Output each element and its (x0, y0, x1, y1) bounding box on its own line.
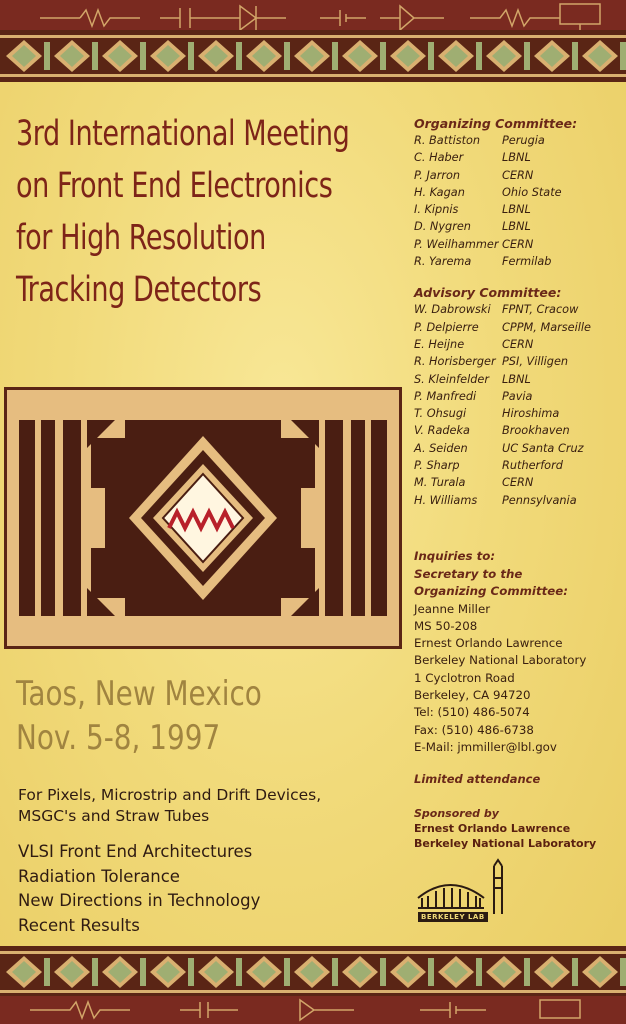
committee-member-row (414, 388, 624, 405)
member-name: R. Battiston (414, 134, 481, 147)
top-circuit-border (0, 0, 626, 30)
member-institution: FPNT, Cracow (502, 303, 579, 317)
member-name: C. Haber (414, 151, 464, 165)
member-institution: LBNL (502, 220, 531, 234)
contact-org: Berkeley National Laboratory (414, 653, 587, 668)
sponsor-block (414, 806, 596, 851)
frieze-bar (284, 958, 290, 986)
committee-member-row (414, 201, 624, 218)
member-institution: CPPM, Marseille (502, 320, 591, 334)
committee-member-row (414, 353, 624, 370)
member-name: T. Ohsugi (414, 407, 467, 421)
contact-city: Berkeley, CA 94720 (414, 687, 531, 702)
member-institution: Ohio State (502, 185, 562, 199)
limited-attendance: Limited attendance (414, 772, 541, 786)
frieze-bar (380, 958, 386, 986)
frieze-bar (380, 42, 386, 70)
member-institution: CERN (502, 337, 534, 351)
contact-name: Jeanne Miller (414, 601, 491, 616)
venue-dates: Nov. 5-8, 1997 (16, 718, 221, 758)
frieze-bar (92, 42, 98, 70)
member-institution: CERN (502, 168, 534, 182)
advisory-committee (414, 285, 624, 509)
frieze-bar (476, 958, 482, 986)
member-name: E. Heijne (414, 337, 465, 351)
topic-item: Recent Results (18, 915, 140, 935)
circuit-symbols-decoration (0, 0, 626, 30)
top-geometric-frieze (0, 30, 626, 82)
committee-member-row (414, 301, 624, 318)
sponsor-name: Ernest Orlando Lawrence (414, 822, 571, 835)
inquiries-heading: Organizing Committee: (414, 584, 568, 598)
member-institution: LBNL (502, 151, 531, 165)
member-institution: Perugia (502, 134, 545, 147)
committee-member-row (414, 422, 624, 439)
member-name: D. Nygren (414, 220, 471, 234)
member-institution: LBNL (502, 203, 531, 217)
emblem-artwork (15, 398, 391, 638)
frieze-bar (44, 42, 50, 70)
frieze-bar (332, 958, 338, 986)
committee-member-row (414, 132, 624, 149)
committee-member-row (414, 492, 624, 509)
advisory-heading: Advisory Committee: (414, 285, 562, 301)
contact-address: 1 Cyclotron Road (414, 670, 515, 685)
member-name: P. Weilhammer (414, 237, 499, 251)
title-line-2: on Front End Electronics (16, 166, 333, 206)
committee-member-row (414, 474, 624, 491)
topic-line: For Pixels, Microstrip and Drift Devices, (18, 786, 322, 804)
member-name: R. Yarema (414, 255, 472, 269)
sponsor-name: Berkeley National Laboratory (414, 837, 597, 850)
topic-item: New Directions in Technology (18, 891, 261, 910)
frieze-bar (572, 958, 578, 986)
topic-line: MSGC's and Straw Tubes (18, 807, 210, 825)
committee-member-row (414, 336, 624, 353)
committee-member-row (414, 218, 624, 235)
member-name: R. Horisberger (414, 355, 496, 369)
frieze-bar (188, 42, 194, 70)
frieze-bar (44, 958, 50, 986)
bottom-circuit-border (0, 996, 626, 1024)
venue-place: Taos, New Mexico (16, 674, 262, 714)
topics-list (18, 840, 260, 938)
member-name: S. Kleinfelder (414, 372, 489, 386)
topic-item: Radiation Tolerance (18, 866, 180, 886)
contact-org: Ernest Orlando Lawrence (414, 636, 563, 651)
bottom-geometric-frieze (0, 946, 626, 998)
committees (414, 116, 624, 509)
frieze-bar (620, 958, 626, 986)
member-name: P. Manfredi (414, 389, 477, 403)
member-name: V. Radeka (414, 424, 470, 438)
organizing-heading: Organizing Committee: (414, 116, 578, 131)
frieze-bar (188, 958, 194, 986)
member-institution: LBNL (502, 372, 531, 386)
committee-member-row (414, 149, 624, 166)
topic-item: VLSI Front End Architectures (18, 842, 253, 861)
frieze-bar (524, 42, 530, 70)
committee-member-row (414, 371, 624, 388)
member-name: H. Kagan (414, 185, 465, 199)
committee-member-row (414, 405, 624, 422)
inquiries-block (414, 548, 624, 756)
member-institution: Pennsylvania (502, 493, 577, 507)
member-name: P. Sharp (414, 459, 460, 473)
member-institution: CERN (502, 476, 534, 490)
committee-member-row (414, 253, 624, 270)
inquiries-heading: Inquiries to: (414, 549, 496, 563)
member-name: W. Dabrowski (414, 303, 491, 317)
title-line-1: 3rd International Meeting (16, 114, 350, 154)
frieze-pattern (0, 30, 626, 82)
frieze-bar (476, 42, 482, 70)
topics-devices (18, 785, 378, 827)
committee-member-row (414, 319, 624, 336)
title-line-4: Tracking Detectors (16, 270, 262, 310)
logo-caption: BERKELEY LAB (418, 912, 488, 922)
member-institution: Rutherford (502, 459, 563, 473)
frieze-bar (236, 958, 242, 986)
contact-fax: Fax: (510) 486-6738 (414, 722, 534, 737)
frieze-bar (428, 42, 434, 70)
member-name: H. Williams (414, 493, 478, 507)
frieze-bar (140, 42, 146, 70)
member-institution: PSI, Villigen (502, 355, 569, 369)
member-name: P. Delpierre (414, 320, 479, 334)
frieze-bar (524, 958, 530, 986)
member-institution: Pavia (502, 389, 533, 403)
committee-member-row (414, 236, 624, 253)
frieze-pattern (0, 946, 626, 998)
frieze-bar (620, 42, 626, 70)
member-institution: Hiroshima (502, 407, 560, 421)
member-institution: UC Santa Cruz (502, 441, 584, 455)
committee-member-row (414, 184, 624, 201)
inquiries-heading: Secretary to the (414, 566, 523, 581)
venue-block (16, 672, 316, 760)
frieze-bar (140, 958, 146, 986)
member-name: I. Kipnis (414, 203, 459, 217)
circuit-symbols-decoration (0, 996, 626, 1024)
member-institution: Brookhaven (502, 424, 570, 438)
frieze-bar (284, 42, 290, 70)
committee-member-row (414, 457, 624, 474)
frieze-bar (428, 958, 434, 986)
frieze-bar (332, 42, 338, 70)
sponsor-heading: Sponsored by (414, 807, 499, 820)
member-institution: CERN (502, 237, 534, 251)
organizing-committee (414, 116, 624, 270)
member-institution: Fermilab (502, 255, 552, 269)
title-line-3: for High Resolution (16, 218, 266, 258)
frieze-bar (236, 42, 242, 70)
contact-phone: Tel: (510) 486-5074 (414, 705, 530, 720)
contact-mailstop: MS 50-208 (414, 618, 478, 633)
member-name: A. Seiden (414, 441, 468, 455)
frieze-bar (572, 42, 578, 70)
member-name: P. Jarron (414, 168, 461, 182)
geometric-emblem (4, 387, 402, 649)
contact-email: E-Mail: jmmiller@lbl.gov (414, 739, 557, 754)
committee-member-row (414, 167, 624, 184)
frieze-bar (92, 958, 98, 986)
meeting-title (16, 108, 350, 316)
committee-member-row (414, 440, 624, 457)
member-name: M. Turala (414, 476, 466, 490)
